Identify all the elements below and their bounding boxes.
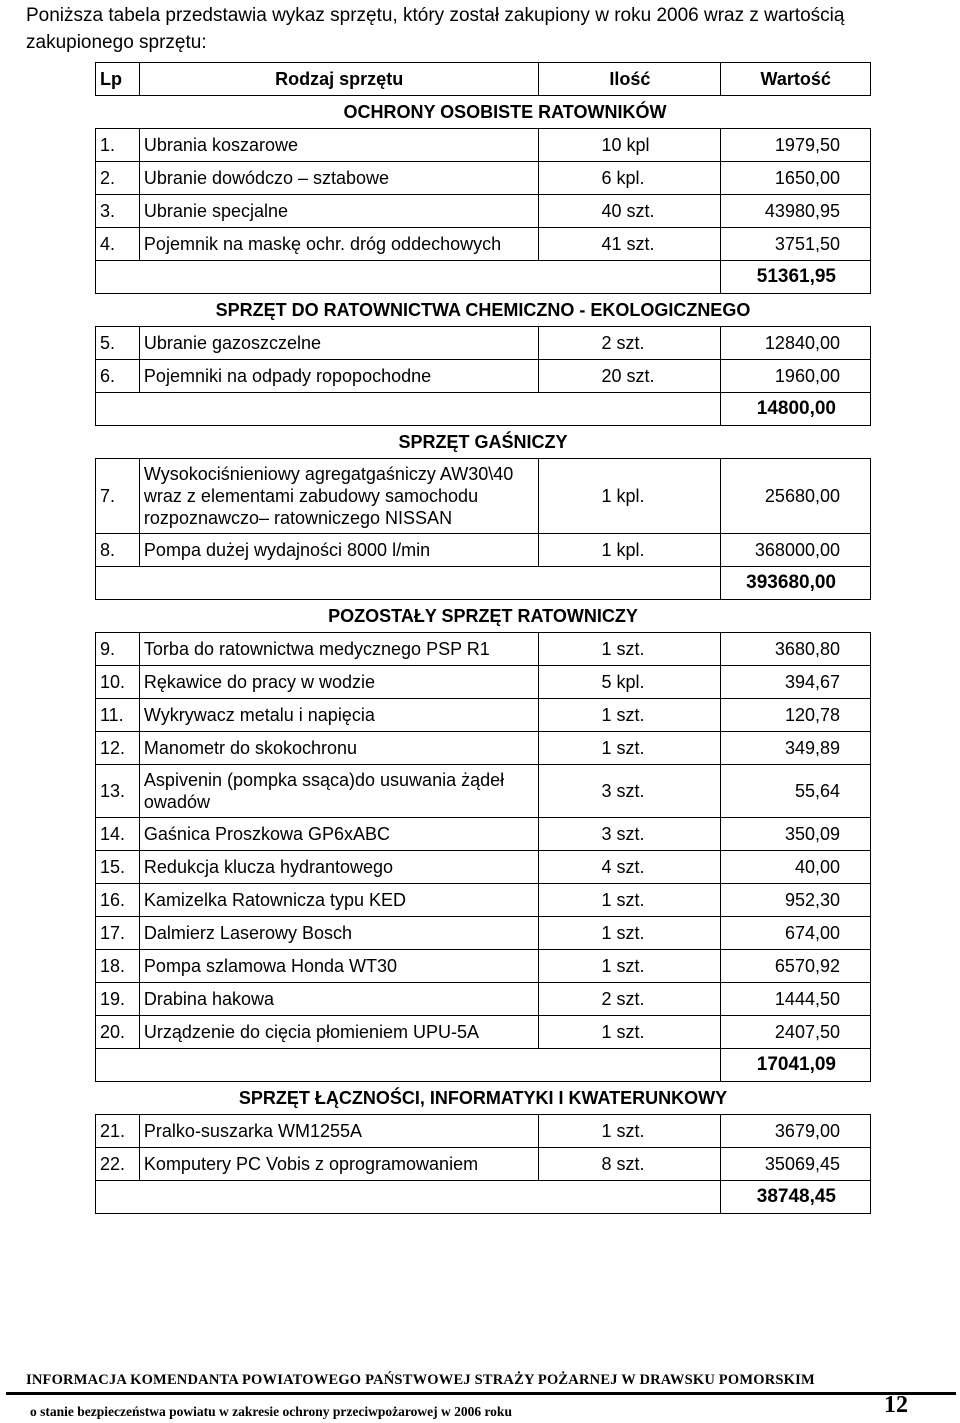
header-qty: Ilość [539,63,721,96]
row-value: 368000,00 [721,534,871,567]
blank-cell [96,261,721,294]
table-row [96,1016,871,1049]
row-name: Ubranie specjalne [139,195,539,228]
row-name: Komputery PC Vobis z oprogramowaniem [139,1148,539,1181]
row-lp: 13. [96,765,140,818]
table-header-row [96,63,871,96]
section-title-row [96,600,871,633]
header-lp: Lp [96,63,140,96]
row-qty: 1 szt. [539,917,721,950]
row-name: Pojemniki na odpady ropopochodne [139,360,539,393]
blank-cell [96,1049,721,1082]
row-value: 35069,45 [721,1148,871,1181]
table-row [96,327,871,360]
page-number: 12 [884,1392,908,1418]
row-qty: 40 szt. [539,195,721,228]
row-lp: 7. [96,459,140,534]
row-value: 394,67 [721,666,871,699]
row-value: 55,64 [721,765,871,818]
row-qty: 1 szt. [539,950,721,983]
row-qty: 1 szt. [539,1016,721,1049]
row-value: 6570,92 [721,950,871,983]
row-value: 25680,00 [721,459,871,534]
row-lp: 20. [96,1016,140,1049]
table-row [96,950,871,983]
section-title-row [96,426,871,459]
header-value: Wartość [721,63,871,96]
section-title-row [96,1082,871,1115]
row-lp: 6. [96,360,140,393]
row-lp: 18. [96,950,140,983]
row-name: Urządzenie do cięcia płomieniem UPU-5A [139,1016,539,1049]
row-value: 2407,50 [721,1016,871,1049]
row-name: Pompa dużej wydajności 8000 l/min [139,534,539,567]
table-row [96,732,871,765]
intro-text: Poniższa tabela przedstawia wykaz sprzętu, który został zakupiony w roku 2006 wraz z wartością zakupionego sprzętu: [26,5,845,53]
row-value: 3751,50 [721,228,871,261]
row-lp: 17. [96,917,140,950]
row-lp: 16. [96,884,140,917]
row-qty: 3 szt. [539,818,721,851]
row-qty: 10 kpl [539,129,721,162]
table-row [96,534,871,567]
row-name: Aspivenin (pompka ssąca)do usuwania żądeł owadów [139,765,539,818]
row-value: 40,00 [721,851,871,884]
row-lp: 21. [96,1115,140,1148]
table-row [96,666,871,699]
section-title-row [96,96,871,129]
section-title: OCHRONY OSOBISTE RATOWNIKÓW [343,101,667,122]
row-name: Redukcja klucza hydrantowego [139,851,539,884]
blank-cell [96,96,140,129]
row-lp: 15. [96,851,140,884]
equipment-table [95,62,871,1214]
table-row [96,884,871,917]
row-qty: 1 szt. [539,699,721,732]
row-qty: 5 kpl. [539,666,721,699]
row-qty: 2 szt. [539,327,721,360]
blank-cell [96,567,721,600]
row-lp: 14. [96,818,140,851]
row-qty: 1 szt. [539,633,721,666]
row-qty: 2 szt. [539,983,721,1016]
row-lp: 8. [96,534,140,567]
row-value: 1444,50 [721,983,871,1016]
table-row [96,228,871,261]
row-lp: 9. [96,633,140,666]
row-name: Ubranie gazoszczelne [139,327,539,360]
table-row [96,851,871,884]
row-lp: 1. [96,129,140,162]
row-value: 952,30 [721,884,871,917]
table-row [96,818,871,851]
table-row [96,195,871,228]
section-total-row [96,567,871,600]
section-total: 17041,09 [721,1049,871,1082]
row-name: Rękawice do pracy w wodzie [139,666,539,699]
table-row [96,162,871,195]
row-value: 12840,00 [721,327,871,360]
section-total-row [96,393,871,426]
row-qty: 1 kpl. [539,534,721,567]
row-qty: 1 szt. [539,1115,721,1148]
row-qty: 1 szt. [539,732,721,765]
row-value: 1979,50 [721,129,871,162]
row-qty: 6 kpl. [539,162,721,195]
row-value: 120,78 [721,699,871,732]
row-name: Gaśnica Proszkowa GP6xABC [139,818,539,851]
row-qty: 1 szt. [539,884,721,917]
row-lp: 10. [96,666,140,699]
row-lp: 5. [96,327,140,360]
table-row [96,1148,871,1181]
row-name: Drabina hakowa [139,983,539,1016]
row-qty: 1 kpl. [539,459,721,534]
section-total: 51361,95 [721,261,871,294]
table-row [96,633,871,666]
row-name: Dalmierz Laserowy Bosch [139,917,539,950]
row-qty: 8 szt. [539,1148,721,1181]
row-lp: 11. [96,699,140,732]
row-lp: 22. [96,1148,140,1181]
table-row [96,1115,871,1148]
table-row [96,459,871,534]
table-row [96,699,871,732]
row-qty: 20 szt. [539,360,721,393]
row-name: Pojemnik na maskę ochr. dróg oddechowych [139,228,539,261]
header-type: Rodzaj sprzętu [139,63,539,96]
section-total-row [96,261,871,294]
row-name: Ubranie dowódczo – sztabowe [139,162,539,195]
section-total-row [96,1181,871,1214]
row-name: Kamizelka Ratownicza typu KED [139,884,539,917]
row-qty: 3 szt. [539,765,721,818]
row-lp: 12. [96,732,140,765]
blank-cell [96,393,721,426]
table-row [96,917,871,950]
section-title: SPRZĘT ŁĄCZNOŚCI, INFORMATYKI I KWATERUNKOWY [238,1087,728,1108]
row-name: Wysokociśnieniowy agregatgaśniczy AW30\40 wraz z elementami zabudowy samochodu rozpoznawczo– ratowniczego NISSAN [139,459,539,534]
section-title-row [96,294,871,327]
section-title: POZOSTAŁY SPRZĘT RATOWNICZY [328,605,638,626]
table-row [96,129,871,162]
row-lp: 3. [96,195,140,228]
row-value: 3679,00 [721,1115,871,1148]
row-name: Manometr do skokochronu [139,732,539,765]
row-lp: 4. [96,228,140,261]
section-total: 38748,45 [721,1181,871,1214]
row-lp: 2. [96,162,140,195]
section-total: 393680,00 [721,567,871,600]
row-value: 1650,00 [721,162,871,195]
table-row [96,360,871,393]
section-title: SPRZĘT DO RATOWNICTWA CHEMICZNO - EKOLOGICZNEGO [215,299,751,320]
section-total: 14800,00 [721,393,871,426]
row-value: 43980,95 [721,195,871,228]
row-name: Torba do ratownictwa medycznego PSP R1 [139,633,539,666]
section-title: SPRZĘT GAŚNICZY [398,431,568,452]
row-value: 3680,80 [721,633,871,666]
table-row [96,983,871,1016]
row-qty: 41 szt. [539,228,721,261]
row-name: Pompa szlamowa Honda WT30 [139,950,539,983]
row-lp: 19. [96,983,140,1016]
row-name: Wykrywacz metalu i napięcia [139,699,539,732]
row-value: 674,00 [721,917,871,950]
row-value: 350,09 [721,818,871,851]
row-name: Pralko-suszarka WM1255A [139,1115,539,1148]
row-value: 1960,00 [721,360,871,393]
footer-title: INFORMACJA KOMENDANTA POWIATOWEGO PAŃSTWOWEJ STRAŻY POŻARNEJ W DRAWSKU POMORSKIM [26,1372,815,1388]
blank-cell [96,1181,721,1214]
footer-divider [6,1392,956,1395]
row-value: 349,89 [721,732,871,765]
footer-subtitle: o stanie bezpieczeństwa powiatu w zakresie ochrony przeciwpożarowej w 2006 roku [30,1404,512,1419]
row-name: Ubrania koszarowe [139,129,539,162]
table-row [96,765,871,818]
section-total-row [96,1049,871,1082]
row-qty: 4 szt. [539,851,721,884]
